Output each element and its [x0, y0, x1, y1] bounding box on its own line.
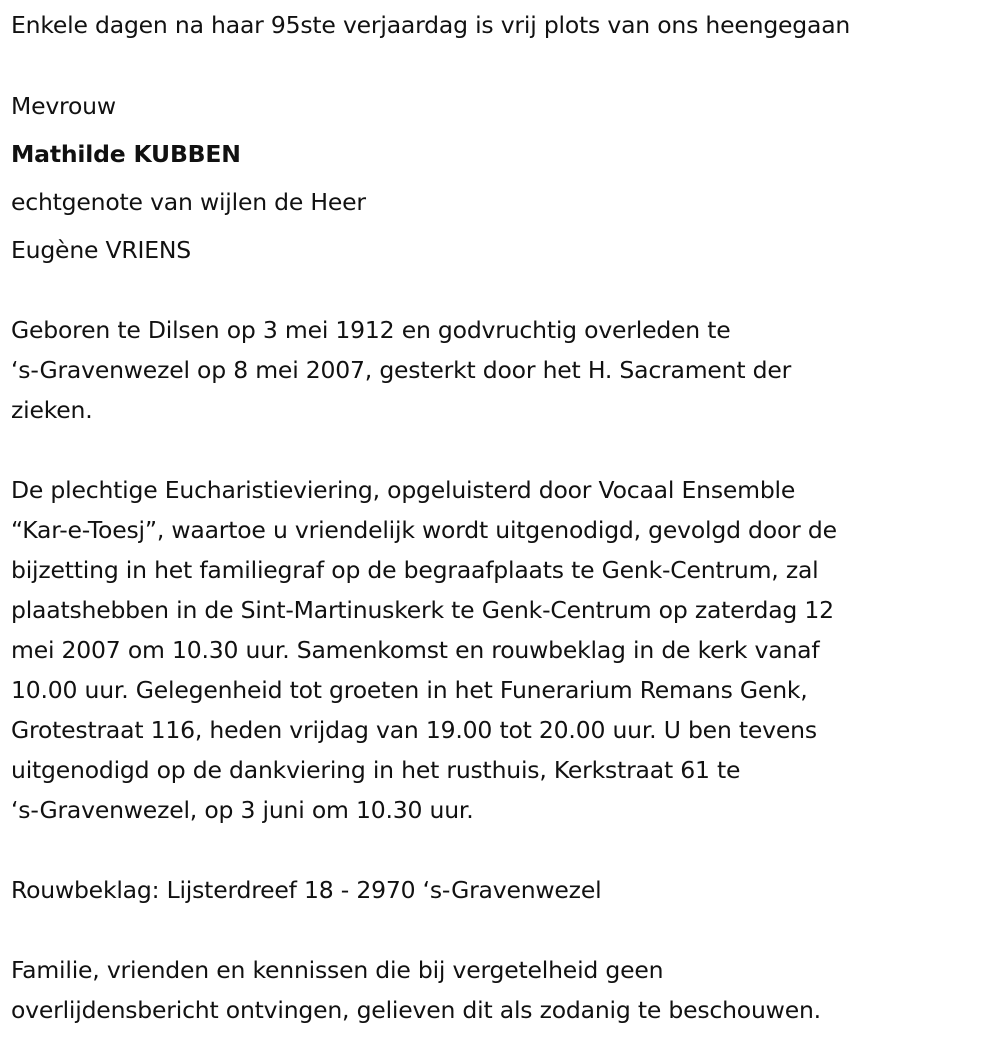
relation-text: echtgenote van wijlen de Heer: [11, 188, 366, 216]
paragraph-line: ‘s-Gravenwezel op 8 mei 2007, gesterkt door het H. Sacrament der: [11, 356, 792, 384]
paragraph-line: zieken.: [11, 396, 93, 424]
paragraph-line: 10.00 uur. Gelegenheid tot groeten in het Funerarium Remans Genk,: [11, 676, 808, 704]
paragraph-line: mei 2007 om 10.30 uur. Samenkomst en rouwbeklag in de kerk vanaf: [11, 636, 820, 664]
condolence-address: Rouwbeklag: Lijsterdreef 18 - 2970 ‘s-Gravenwezel: [11, 876, 602, 904]
deceased-name: Mathilde KUBBEN: [11, 140, 241, 168]
spouse-name: Eugène VRIENS: [11, 236, 192, 264]
paragraph-line: ‘s-Gravenwezel, op 3 juni om 10.30 uur.: [11, 796, 474, 824]
paragraph-line: overlijdensbericht ontvingen, gelieven dit als zodanig te beschouwen.: [11, 996, 821, 1024]
paragraph-line: plaatshebben in de Sint-Martinuskerk te Genk-Centrum op zaterdag 12: [11, 596, 834, 624]
intro-text: Enkele dagen na haar 95ste verjaardag is vrij plots van ons heengegaan: [11, 11, 851, 39]
paragraph-line: uitgenodigd op de dankviering in het rusthuis, Kerkstraat 61 te: [11, 756, 741, 784]
paragraph-line: bijzetting in het familiegraf op de begraafplaats te Genk-Centrum, zal: [11, 556, 819, 584]
paragraph-line: Familie, vrienden en kennissen die bij vergetelheid geen: [11, 956, 664, 984]
salutation: Mevrouw: [11, 92, 116, 120]
paragraph-line: Grotestraat 116, heden vrijdag van 19.00 tot 20.00 uur. U ben tevens: [11, 716, 817, 744]
paragraph-line: “Kar-e-Toesj”, waartoe u vriendelijk wordt uitgenodigd, gevolgd door de: [11, 516, 837, 544]
paragraph-line: De plechtige Eucharistieviering, opgeluisterd door Vocaal Ensemble: [11, 476, 796, 504]
paragraph-line: Geboren te Dilsen op 3 mei 1912 en godvruchtig overleden te: [11, 316, 731, 344]
